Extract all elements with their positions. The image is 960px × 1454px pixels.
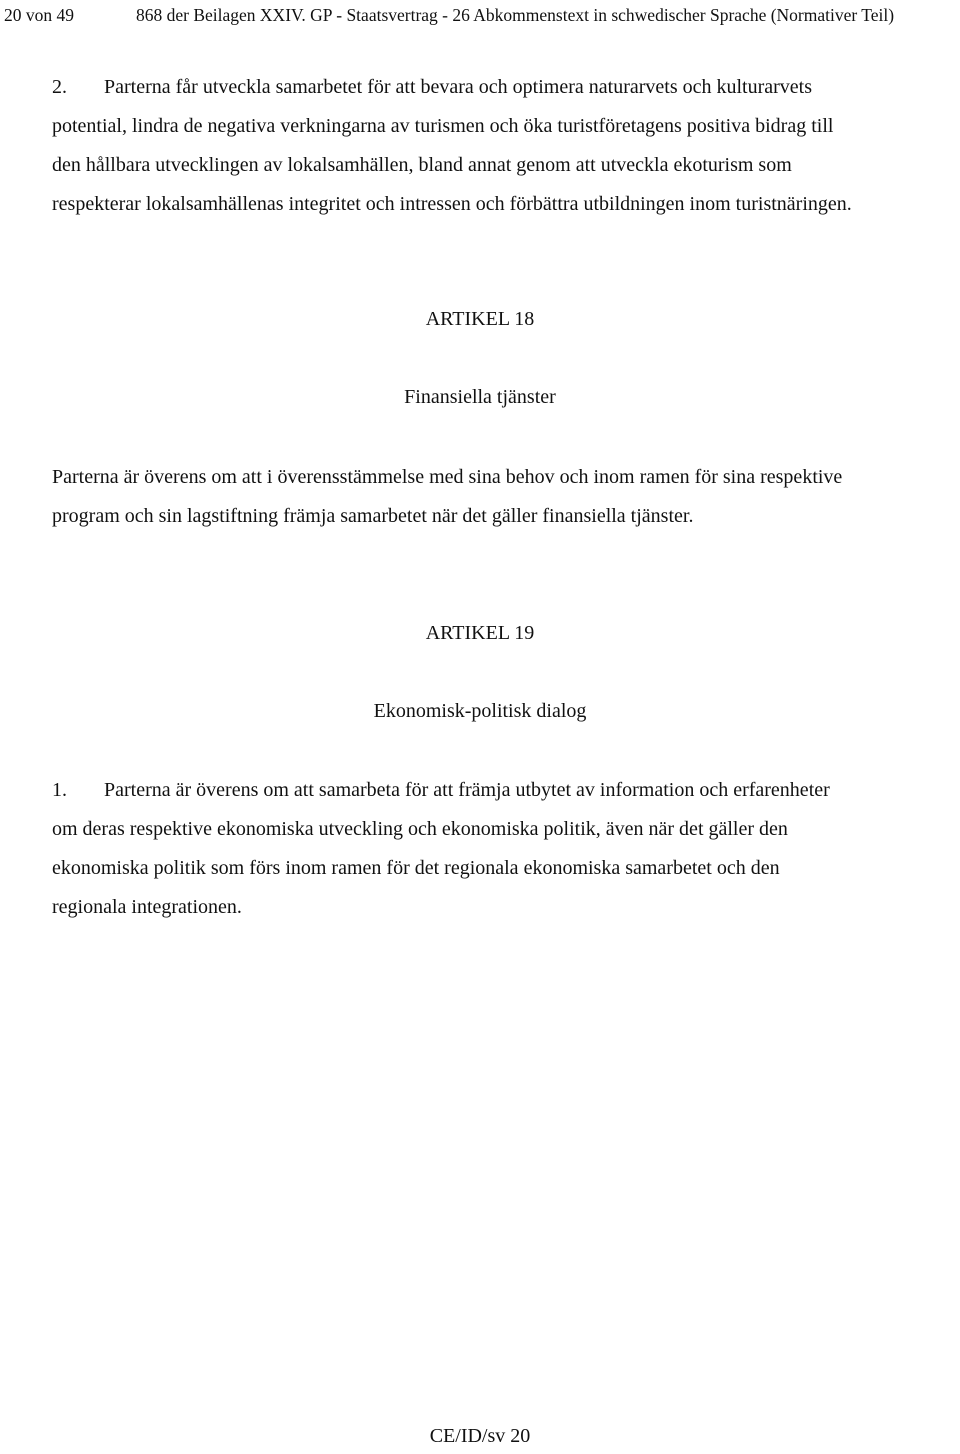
running-header (4, 0, 894, 30)
article-18-paragraph (52, 458, 952, 536)
paragraph-line: 1. Parterna är överens om att samarbeta för att främja utbytet av information och erfarenheter (52, 771, 952, 810)
paragraph-number: 1. (52, 779, 67, 801)
paragraph-line: om deras respektive ekonomiska utveckling och ekonomiska politik, även när det gäller den (52, 818, 788, 840)
article-19-paragraph-1 (52, 771, 952, 927)
paragraph-line: den hållbara utvecklingen av lokalsamhällen, bland annat genom att utveckla ekoturism som (52, 154, 792, 176)
paragraph-line: respekterar lokalsamhällenas integritet och intressen och förbättra utbildningen inom turistnäringen. (52, 193, 852, 215)
paragraph-number: 2. (52, 76, 67, 98)
page-footer-code: CE/ID/sv 20 (429, 1425, 531, 1447)
article-17-paragraph-2 (52, 68, 952, 224)
article-19-title: Ekonomisk-politisk dialog (373, 700, 587, 722)
article-18-heading: ARTIKEL 18 (425, 308, 535, 330)
paragraph-line: ekonomiska politik som förs inom ramen för det regionala ekonomiska samarbetet och den (52, 857, 780, 879)
paragraph-line: potential, lindra de negativa verkningarna av turismen och öka turistföretagens positiva bidrag till (52, 115, 834, 137)
article-19-heading: ARTIKEL 19 (425, 622, 535, 644)
paragraph-line: program och sin lagstiftning främja samarbetet när det gäller finansiella tjänster. (52, 505, 694, 527)
document-reference: 868 der Beilagen XXIV. GP - Staatsvertrag - 26 Abkommenstext in schwedischer Sprache (Normativer Teil) (136, 5, 895, 25)
page-reference: 20 von 49 (4, 5, 74, 25)
paragraph-line: Parterna är överens om att i överensstämmelse med sina behov och inom ramen för sina respektive (52, 466, 843, 488)
article-18-title: Finansiella tjänster (404, 386, 556, 408)
paragraph-line: regionala integrationen. (52, 896, 242, 918)
paragraph-line: 2. Parterna får utveckla samarbetet för att bevara och optimera naturarvets och kulturarvets (52, 68, 952, 107)
